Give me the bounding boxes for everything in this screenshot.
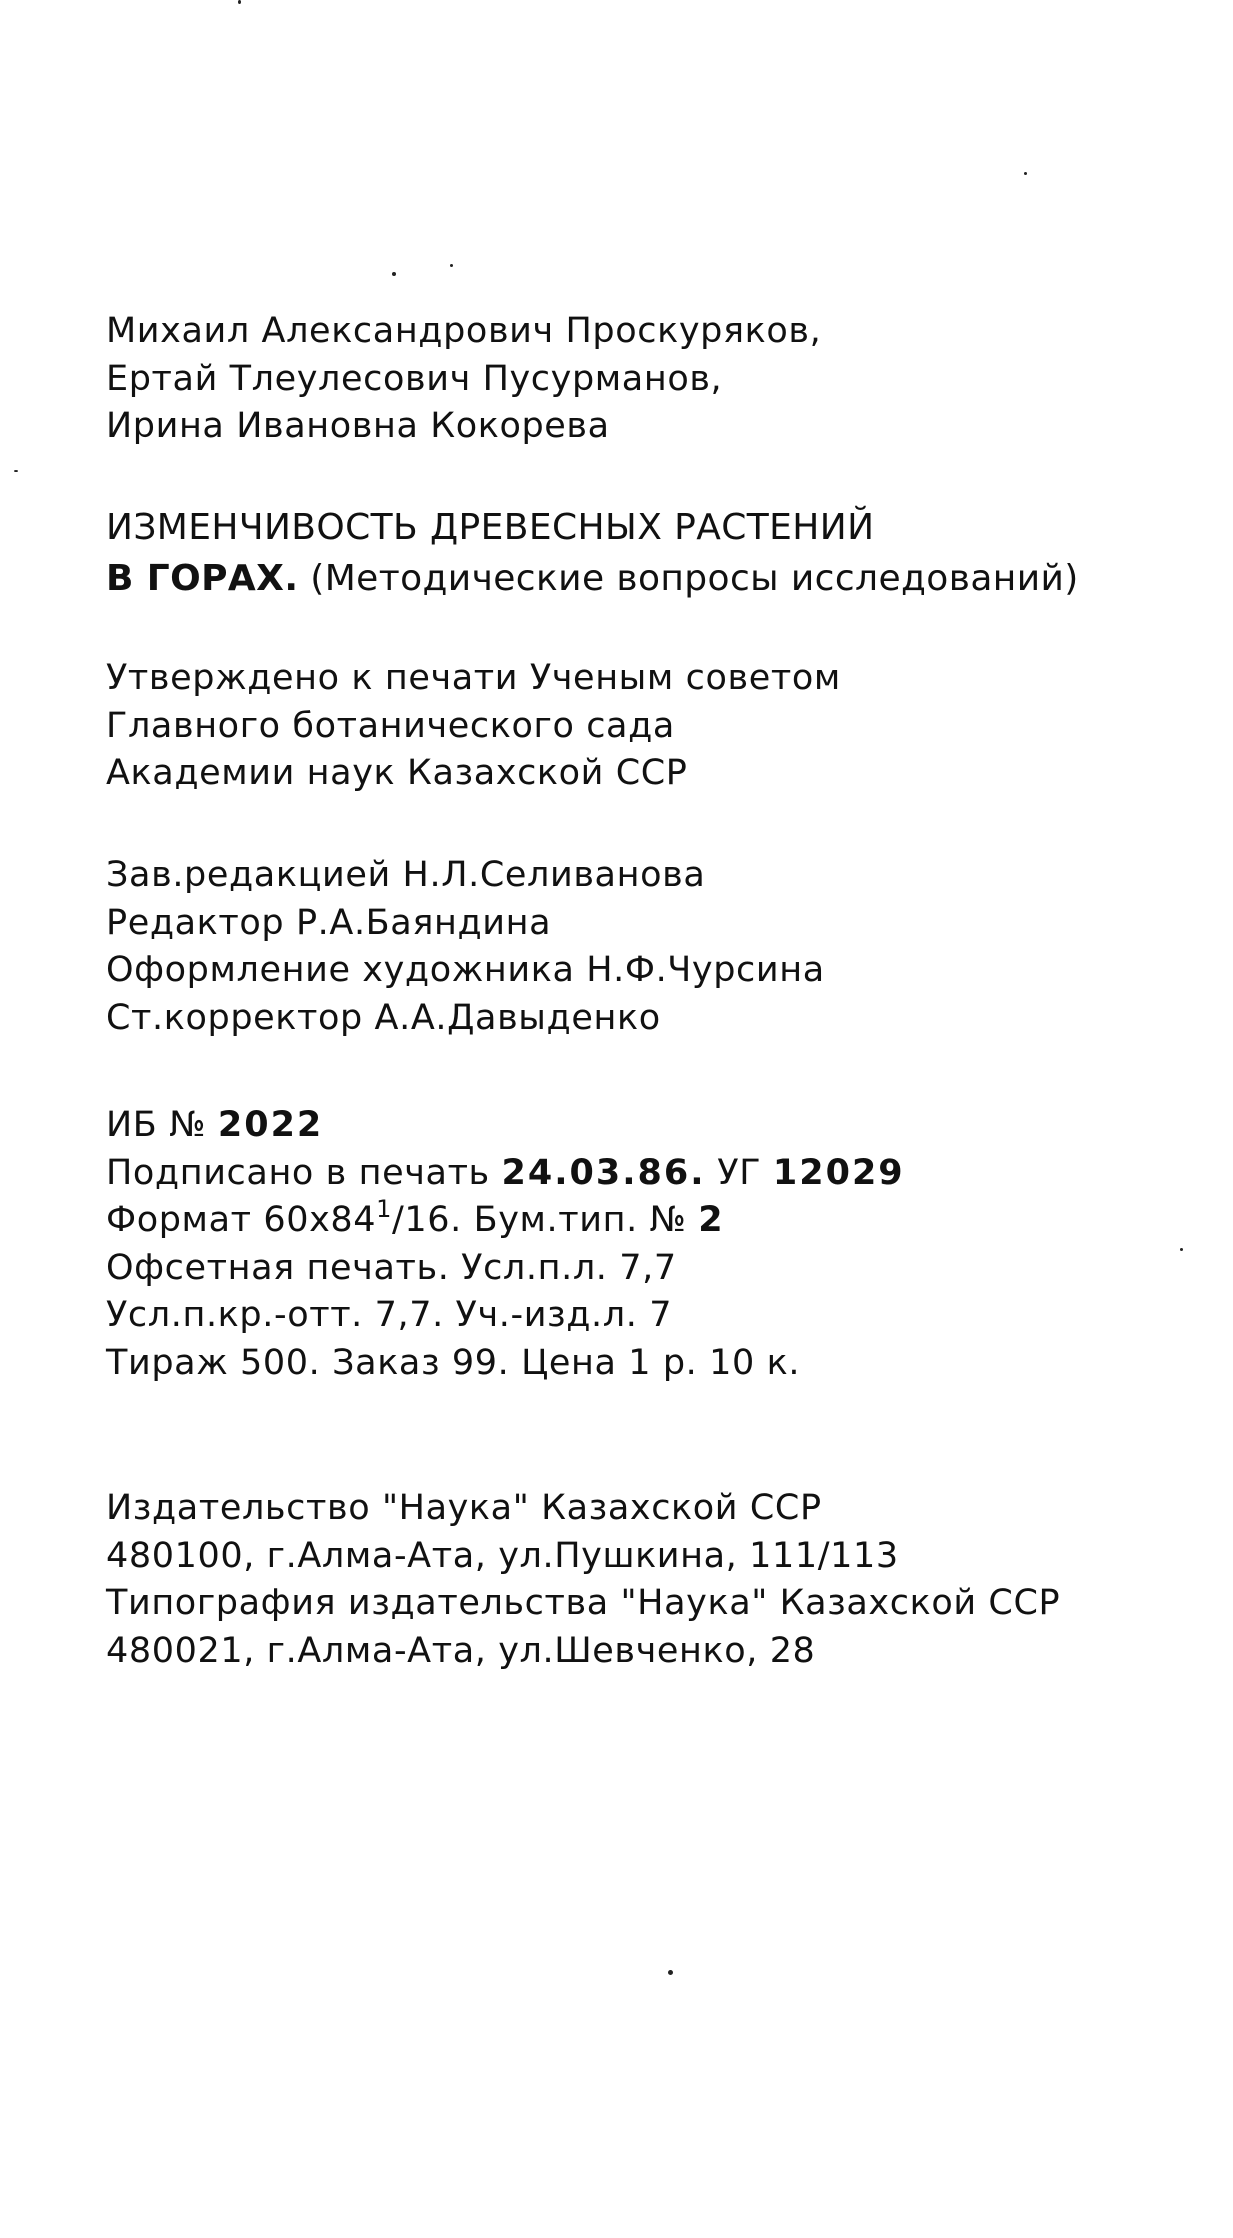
approval-line: Утверждено к печати Ученым советом bbox=[106, 658, 841, 698]
format-base: 60х84 bbox=[263, 1200, 377, 1240]
ib-line bbox=[106, 1102, 1216, 1150]
staff-line: Редактор Р.А.Баяндина bbox=[106, 902, 552, 943]
ib-number: 2022 bbox=[217, 1105, 324, 1145]
address-block bbox=[106, 1485, 1216, 1675]
publication-details-block bbox=[106, 1102, 1216, 1387]
scan-speck bbox=[668, 1970, 673, 1975]
book-title-line-1: ИЗМЕНЧИВОСТЬ ДРЕВЕСНЫХ РАСТЕНИЙ bbox=[106, 507, 875, 548]
book-title-line-2 bbox=[106, 553, 1216, 604]
format-label: Формат bbox=[106, 1200, 252, 1240]
format-line bbox=[106, 1197, 1216, 1245]
staff-line: Зав.редакцией Н.Л.Селиванова bbox=[106, 855, 706, 895]
staff-line: Ст.корректор А.А.Давыденко bbox=[106, 997, 661, 1038]
scan-speck bbox=[1024, 172, 1027, 175]
author-line: Ертай Тлеулесович Пусурманов, bbox=[106, 358, 723, 399]
paper-label: Бум.тип. № bbox=[473, 1200, 687, 1240]
publisher-address-line: 480100, г.Алма-Ата, ул.Пушкина, 111/113 bbox=[106, 1535, 899, 1576]
printer-line: Типография издательства "Наука" Казахской ССР bbox=[106, 1583, 1061, 1623]
printer-address-line: 480021, г.Алма-Ата, ул.Шевченко, 28 bbox=[106, 1630, 816, 1671]
ug-label: УГ bbox=[717, 1152, 762, 1193]
run-line: Тираж 500. Заказ 99. Цена 1 р. 10 к. bbox=[106, 1342, 801, 1383]
scan-speck bbox=[392, 272, 396, 276]
signed-date: 24.03.86. bbox=[501, 1152, 706, 1193]
signed-label: Подписано в печать bbox=[106, 1152, 490, 1193]
book-title-block bbox=[106, 502, 1216, 604]
staff-line: Оформление художника Н.Ф.Чурсина bbox=[106, 950, 825, 990]
format-superscript: 1 bbox=[376, 1195, 393, 1223]
approval-line: Академии наук Казахской ССР bbox=[106, 753, 688, 793]
paper-number: 2 bbox=[698, 1200, 725, 1240]
scan-speck bbox=[238, 0, 241, 4]
author-line: Ирина Ивановна Кокорева bbox=[106, 406, 610, 446]
approval-block bbox=[106, 655, 1216, 798]
signed-line bbox=[106, 1150, 1216, 1198]
author-line: Михаил Александрович Проскуряков, bbox=[106, 311, 822, 351]
editorial-staff-block bbox=[106, 852, 1216, 1042]
book-subtitle: (Методические вопросы исследований) bbox=[310, 558, 1079, 599]
ug-number: 12029 bbox=[772, 1152, 905, 1193]
scan-speck bbox=[450, 264, 453, 267]
print-line-2: Усл.п.кр.-отт. 7,7. Уч.-изд.л. 7 bbox=[106, 1295, 673, 1335]
approval-line: Главного ботанического сада bbox=[106, 705, 675, 746]
scan-speck bbox=[14, 470, 18, 472]
book-title-main: В ГОРАХ. bbox=[106, 558, 299, 599]
scan-speck bbox=[1180, 1248, 1183, 1251]
print-line: Офсетная печать. Усл.п.л. 7,7 bbox=[106, 1247, 677, 1288]
authors-block bbox=[106, 308, 1216, 451]
format-rest: /16. bbox=[392, 1200, 462, 1240]
publisher-line: Издательство "Наука" Казахской ССР bbox=[106, 1488, 822, 1528]
ib-label: ИБ № bbox=[106, 1105, 207, 1145]
